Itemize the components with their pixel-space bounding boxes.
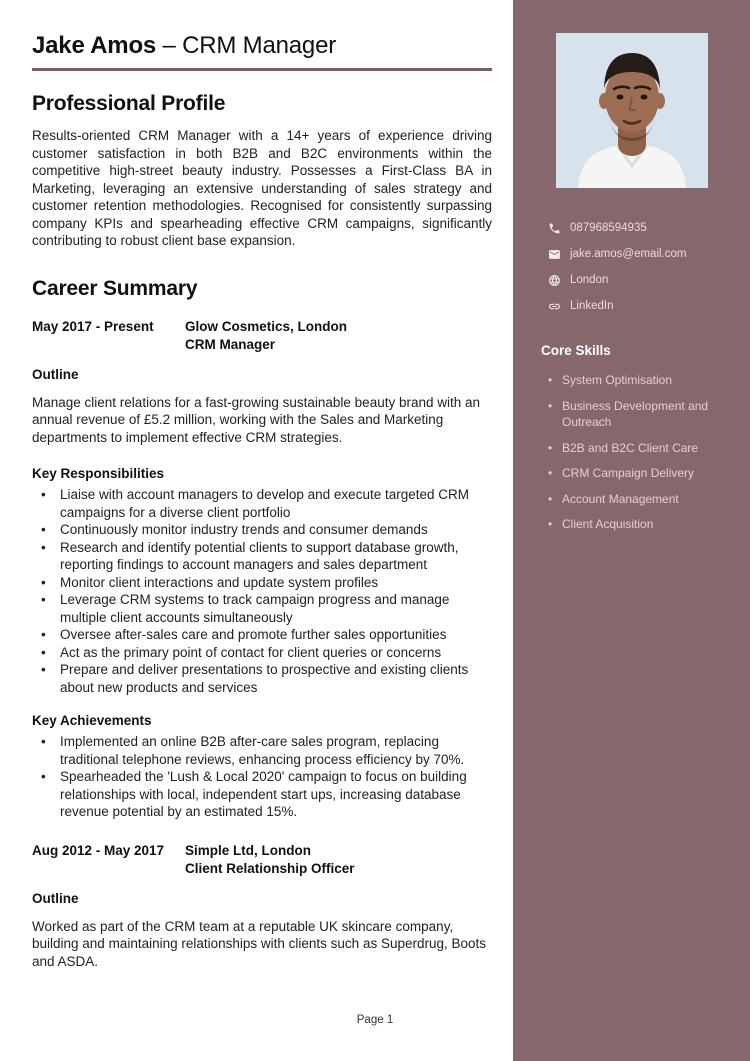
contact-linkedin[interactable]	[548, 300, 750, 313]
section-heading-career: Career Summary	[32, 276, 198, 300]
skill-item: • Business Development and Outreach	[548, 398, 732, 431]
contact-location-text: London	[570, 274, 609, 286]
skill-item: • System Optimisation	[548, 372, 732, 389]
responsibilities-list	[32, 486, 492, 696]
sidebar	[513, 0, 750, 1061]
list-item: • Prepare and deliver presentations to prospective and existing clients about new products and services	[32, 661, 492, 696]
list-item: • Implemented an online B2B after-care sales program, replacing traditional telephone reviews, enhancing process efficiency by 70%.	[32, 733, 492, 768]
contact-email[interactable]	[548, 248, 750, 261]
list-item: • Liaise with account managers to develop and execute targeted CRM campaigns for a diverse client portfolio	[32, 486, 492, 521]
job-role: Client Relationship Officer	[185, 860, 355, 876]
list-item: • Monitor client interactions and update system profiles	[32, 574, 492, 592]
job-company-role	[185, 318, 347, 354]
achievements-list	[32, 733, 492, 821]
outline-text: Worked as part of the CRM team at a reputable UK skincare company, building and maintaining relationships with clients such as Superdrug, Boots and ASDA.	[32, 918, 487, 969]
outline-heading: Outline	[32, 366, 79, 382]
skill-item: • Account Management	[548, 491, 732, 508]
outline-heading: Outline	[32, 890, 79, 906]
link-icon	[548, 300, 561, 313]
skill-item: • Client Acquisition	[548, 516, 732, 533]
contact-phone	[548, 222, 750, 235]
profile-photo	[556, 33, 708, 188]
envelope-icon	[548, 248, 561, 261]
list-item: • Act as the primary point of contact for client queries or concerns	[32, 644, 492, 662]
skills-list	[548, 372, 750, 533]
contact-phone-text: 087968594935	[570, 222, 647, 234]
job-company: Glow Cosmetics, London	[185, 318, 348, 334]
phone-icon	[548, 222, 561, 235]
job-company: Simple Ltd, London	[185, 842, 311, 858]
job-company-role	[185, 842, 355, 878]
responsibilities-heading: Key Responsibilities	[32, 466, 165, 481]
profile-text: Results-oriented CRM Manager with a 14+ years of experience driving customer satisfaction in both B2B and B2C environments within the competitive high-street beauty industry. Possesses a First-Class BA in Marketing, leveraging an extensive understanding of sales strategy and customer retention methodologies. Recognised for consistently surpassing company KPIs and spearheading effective CRM campaigns, significantly contributing to robust client base expansion.	[32, 128, 492, 248]
outline-text: Manage client relations for a fast-growing sustainable beauty brand with an annual revenue of £5.2 million, working with the Sales and Marketing departments to implement effective CRM strategies.	[32, 394, 481, 445]
section-heading-profile: Professional Profile	[32, 92, 226, 115]
skill-item: • CRM Campaign Delivery	[548, 465, 732, 482]
skills-heading: Core Skills	[541, 343, 611, 358]
list-item: • Research and identify potential clients to support database growth, reporting findings to account managers and sales department	[32, 539, 492, 574]
contact-linkedin-text: LinkedIn	[570, 300, 614, 312]
job-dates: May 2017 - Present	[32, 318, 154, 334]
list-item: • Spearheaded the 'Lush & Local 2020' campaign to focus on building relationships with local, independent start ups, increasing database revenue potential by an estimated 15%.	[32, 768, 492, 821]
page-number: Page 1	[356, 1014, 394, 1026]
contact-email-text: jake.amos@email.com	[570, 248, 687, 260]
title-underline	[32, 68, 492, 71]
achievements-heading: Key Achievements	[32, 713, 152, 728]
title-separator: –	[156, 32, 183, 59]
list-item: • Leverage CRM systems to track campaign progress and manage multiple client accounts simultaneously	[32, 591, 492, 626]
contact-list	[548, 222, 750, 313]
contact-location	[548, 274, 750, 287]
job-role: CRM Manager	[185, 336, 276, 352]
job-header	[32, 318, 492, 354]
list-item: • Oversee after-sales care and promote further sales opportunities	[32, 626, 492, 644]
candidate-name: Jake Amos	[32, 32, 157, 59]
skill-item: • B2B and B2C Client Care	[548, 440, 732, 457]
candidate-role: CRM Manager	[182, 32, 337, 59]
job-dates: Aug 2012 - May 2017	[32, 842, 165, 858]
list-item: • Continuously monitor industry trends and consumer demands	[32, 521, 492, 539]
job-header	[32, 842, 492, 878]
globe-icon	[548, 274, 561, 287]
page-title	[32, 33, 492, 59]
